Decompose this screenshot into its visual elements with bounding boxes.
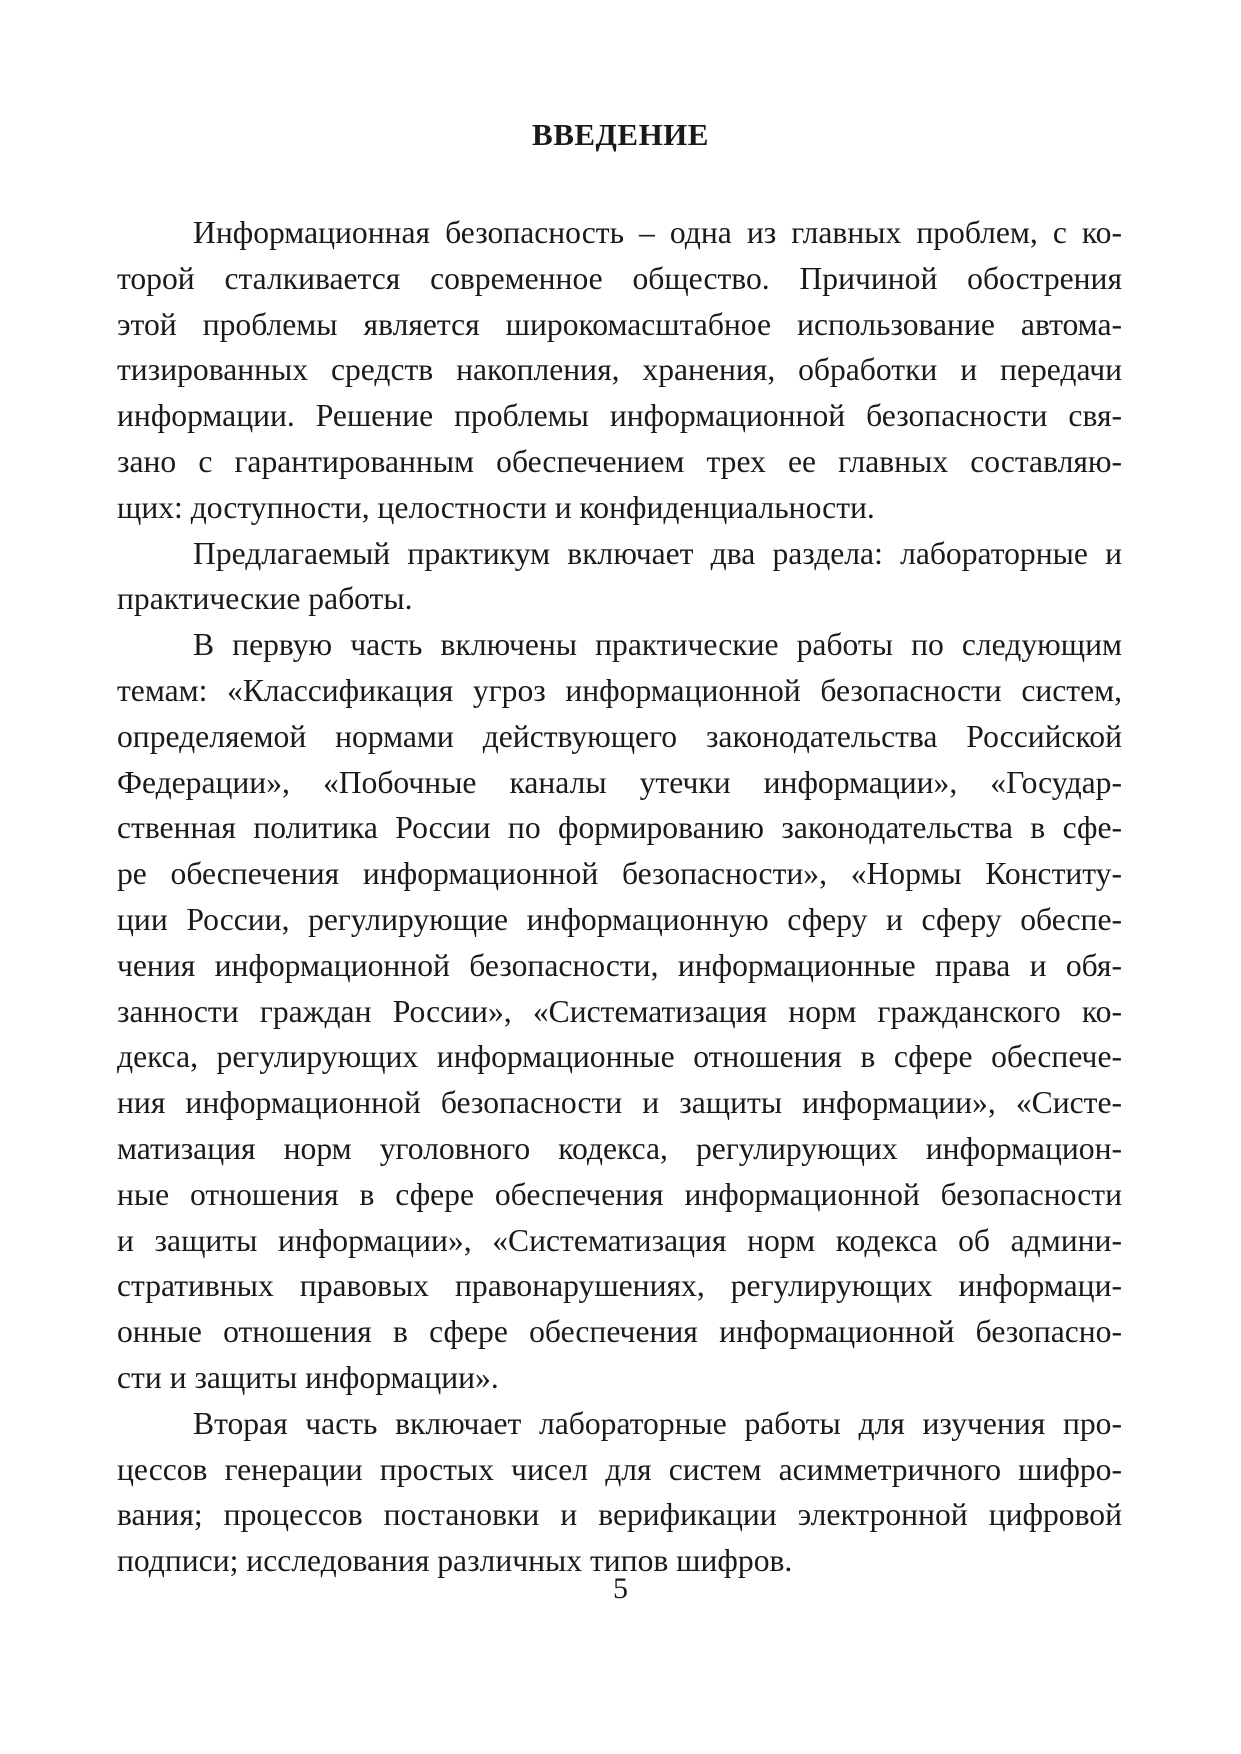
paragraph (117, 1401, 1122, 1584)
text-line: ре обеспечения информационной безопасности», «Нормы Конститу- (117, 856, 1122, 892)
text-line: чения информационной безопасности, информационные права и обя- (117, 947, 1122, 983)
text-line: Федерации», «Побочные каналы утечки информации», «Государ- (117, 764, 1122, 800)
text-line: ные отношения в сфере обеспечения информационной безопасности (117, 1176, 1122, 1212)
text-line: подписи; исследования различных типов шифров. (117, 1543, 793, 1579)
text-line: торой сталкивается современное общество. Причиной обострения (117, 260, 1122, 296)
text-line: В первую часть включены практические работы по следующим (193, 627, 1122, 663)
text-line: сти и защиты информации». (117, 1359, 499, 1395)
body-text (117, 210, 1122, 1584)
text-line: этой проблемы является широкомасштабное использование автома- (117, 306, 1122, 342)
paragraph (117, 531, 1122, 623)
text-line: щих: доступности, целостности и конфиденциальности. (117, 489, 875, 525)
text-line: ственная политика России по формированию законодательства в сфе- (117, 810, 1122, 846)
text-line: практические работы. (117, 581, 413, 617)
paragraph (117, 622, 1122, 1401)
text-line: зано с гарантированным обеспечением трех ее главных составляю- (117, 443, 1122, 479)
text-line: стративных правовых правонарушениях, регулирующих информаци- (117, 1268, 1122, 1304)
text-line: Предлагаемый практикум включает два раздела: лабораторные и (193, 535, 1122, 571)
text-line: онные отношения в сфере обеспечения информационной безопасно- (117, 1314, 1122, 1350)
paragraph (117, 210, 1122, 531)
text-line: ния информационной безопасности и защиты информации», «Систе- (117, 1085, 1122, 1121)
text-line: матизация норм уголовного кодекса, регулирующих информацион- (117, 1130, 1122, 1166)
text-line: цессов генерации простых чисел для систем асимметричного шифро- (117, 1451, 1122, 1487)
text-line: тизированных средств накопления, хранения, обработки и передачи (117, 352, 1122, 388)
text-line: определяемой нормами действующего законодательства Российской (117, 718, 1122, 754)
text-line: занности граждан России», «Систематизация норм гражданского ко- (117, 993, 1122, 1029)
text-line: декса, регулирующих информационные отношения в сфере обеспече- (117, 1039, 1122, 1075)
text-line: ции России, регулирующие информационную сферу и сферу обеспе- (117, 901, 1122, 937)
text-line: Вторая часть включает лабораторные работы для изучения про- (193, 1405, 1122, 1441)
page-title: ВВЕДЕНИЕ (532, 117, 709, 152)
text-line: темам: «Классификация угроз информационной безопасности систем, (117, 672, 1122, 708)
text-line: вания; процессов постановки и верификации электронной цифровой (117, 1497, 1122, 1533)
text-line: информации. Решение проблемы информационной безопасности свя- (117, 398, 1122, 434)
text-line: Информационная безопасность – одна из главных проблем, с ко- (193, 215, 1122, 250)
page-number: 5 (613, 1572, 628, 1605)
text-line: и защиты информации», «Систематизация норм кодекса об админи- (117, 1222, 1122, 1258)
